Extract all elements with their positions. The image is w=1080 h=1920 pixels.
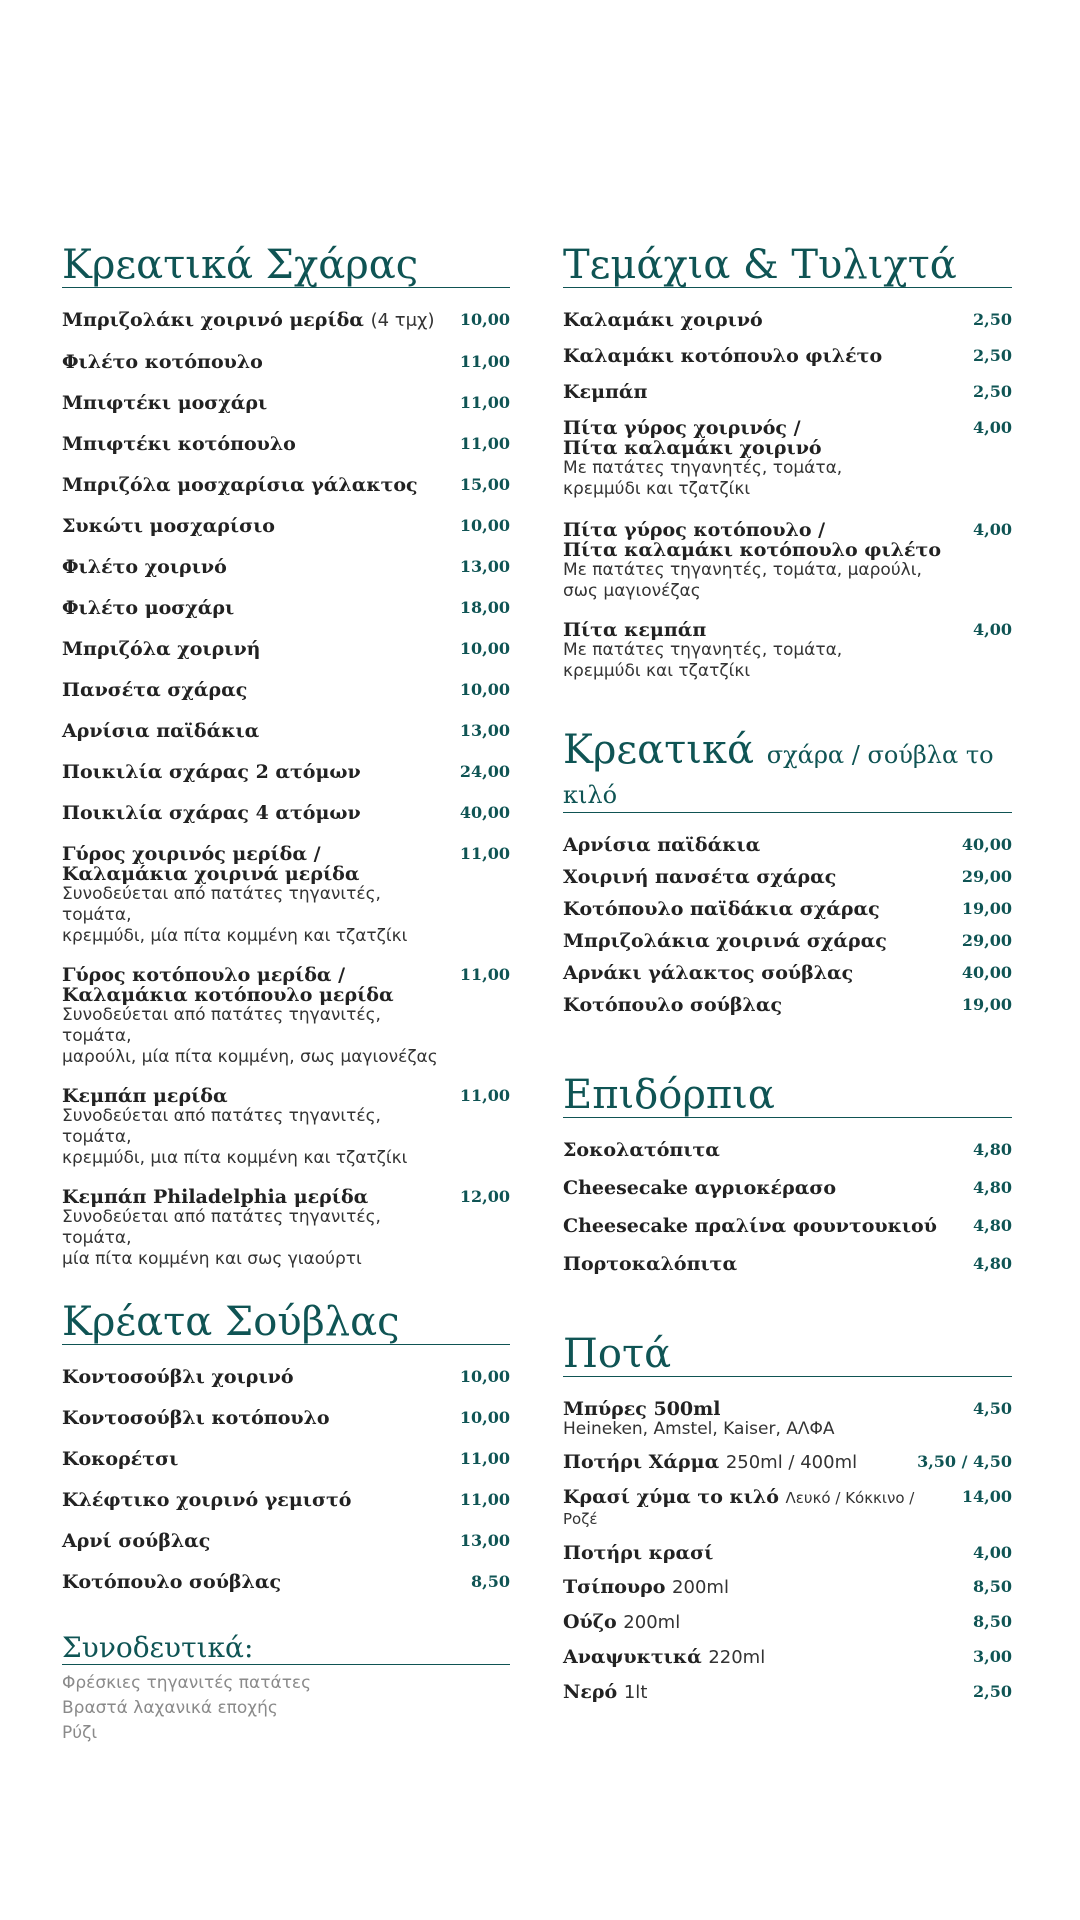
item-price: 2,50	[973, 346, 1012, 365]
item-price: 15,00	[459, 475, 510, 494]
item-price: 10,00	[459, 1367, 510, 1386]
item-name: Πίτα γύρος χοιρινός /	[563, 417, 801, 439]
item-description-line2: κρεμμύδι, μία πίτα κομμένη και τζατζίκι	[62, 926, 408, 946]
menu-item	[563, 1487, 1012, 1529]
list-item: Φρέσκιες τηγανιτές πατάτες	[62, 1673, 312, 1693]
item-name: Νερό	[563, 1681, 618, 1703]
item-note: Λευκό / Κόκκινο / Ροζέ	[563, 1489, 915, 1528]
menu-item	[62, 1449, 510, 1469]
section-title: Ποτά	[563, 1331, 672, 1377]
menu-item	[563, 1178, 1012, 1198]
item-name: Cheesecake αγριοκέρασο	[563, 1177, 837, 1199]
item-price: 10,00	[459, 639, 510, 658]
item-list	[62, 1367, 510, 1592]
menu-item	[62, 1408, 510, 1428]
menu-item	[62, 1572, 510, 1592]
item-name: Γύρος χοιρινός μερίδα /	[62, 843, 321, 865]
item-price: 4,00	[973, 620, 1012, 639]
item-name: Κεμπάπ	[563, 381, 648, 403]
section-souvla	[62, 1299, 510, 1593]
menu-item	[563, 995, 1012, 1015]
item-name: Κεμπάπ μερίδα	[62, 1085, 228, 1107]
item-price: 4,00	[973, 1543, 1012, 1562]
item-name: Κοτόπουλο σούβλας	[563, 994, 783, 1016]
menu-item	[563, 963, 1012, 983]
item-price: 4,00	[973, 520, 1012, 539]
item-name: Κοντοσούβλι κοτόπουλο	[62, 1407, 330, 1429]
right-column	[563, 242, 1012, 1703]
item-price: 11,00	[459, 1086, 510, 1105]
item-name: Αρνάκι γάλακτος σούβλας	[563, 962, 854, 984]
menu-item	[563, 1682, 1012, 1703]
item-name-line2: Καλαμάκια κοτόπουλο μερίδα	[62, 984, 394, 1006]
item-price: 13,00	[459, 721, 510, 740]
item-name: Καλαμάκι χοιρινό	[563, 309, 763, 331]
item-price: 11,00	[459, 1449, 510, 1468]
menu-item	[563, 382, 1012, 402]
item-name-line2: Πίτα καλαμάκι κοτόπουλο φιλέτο	[563, 539, 941, 561]
item-price: 13,00	[459, 557, 510, 576]
item-note: (4 τμχ)	[370, 310, 435, 331]
item-price: 3,00	[973, 1647, 1012, 1666]
item-description-line2: κρεμμύδι και τζατζίκι	[563, 479, 751, 499]
section-title: Κρέατα Σούβλας	[62, 1299, 400, 1345]
item-price: 2,50	[973, 382, 1012, 401]
item-name: Ποτήρι Χάρμα	[563, 1451, 720, 1473]
item-name: Πίτα κεμπάπ	[563, 619, 707, 641]
item-price: 40,00	[961, 835, 1012, 854]
item-name: Γύρος κοτόπουλο μερίδα /	[62, 964, 346, 986]
item-name: Αρνί σούβλας	[62, 1530, 211, 1552]
section-kilo	[563, 727, 1012, 1016]
item-description: Με πατάτες τηγανητές, τομάτα, μαρούλι,	[563, 560, 922, 580]
item-name: Καλαμάκι κοτόπουλο φιλέτο	[563, 345, 883, 367]
item-name-line2: Καλαμάκια χοιρινά μερίδα	[62, 863, 360, 885]
menu-item	[62, 557, 510, 577]
item-price: 4,80	[973, 1216, 1012, 1235]
section-grill	[62, 242, 510, 1270]
item-price: 10,00	[459, 310, 510, 329]
item-price: 4,50	[973, 1399, 1012, 1418]
item-price: 19,00	[961, 995, 1012, 1014]
section-pieces	[563, 242, 1012, 682]
item-name: Κεμπάπ Philadelphia μερίδα	[62, 1186, 369, 1208]
item-name: Μπριζολάκι χοιρινό μερίδα	[62, 309, 364, 331]
item-description-line2: μία πίτα κομμένη και σως γιαούρτι	[62, 1249, 362, 1269]
item-list	[563, 835, 1012, 1015]
item-name: Χοιρινή πανσέτα σχάρας	[563, 866, 837, 888]
item-price: 29,00	[961, 867, 1012, 886]
menu-item	[62, 1531, 510, 1551]
menu-item	[62, 434, 510, 454]
menu-item	[563, 418, 1012, 500]
item-name: Ποικιλία σχάρας 4 ατόμων	[62, 802, 361, 824]
item-price: 4,80	[973, 1178, 1012, 1197]
section-sides	[62, 1631, 510, 1746]
section-subtitle: σχάρα / σούβλα το κιλό	[563, 741, 994, 809]
item-name: Cheesecake πραλίνα φουντουκιού	[563, 1215, 937, 1237]
item-name: Κοντοσούβλι χοιρινό	[62, 1366, 294, 1388]
item-name: Μπιφτέκι κοτόπουλο	[62, 433, 296, 455]
menu-item	[62, 844, 510, 947]
item-note: 1lt	[623, 1682, 648, 1703]
section-title: Επιδόρπια	[563, 1072, 775, 1118]
menu-item	[62, 1490, 510, 1510]
section-desserts	[563, 1072, 1012, 1275]
menu-item	[563, 1577, 1012, 1598]
menu-item	[563, 620, 1012, 682]
item-name: Πανσέτα σχάρας	[62, 679, 248, 701]
menu-item	[62, 310, 510, 331]
side-list	[62, 1671, 510, 1746]
item-note: 250ml / 400ml	[725, 1452, 858, 1473]
item-description-line2: μαρούλι, μία πίτα κομμένη, σως μαγιονέζας	[62, 1047, 438, 1067]
menu-item	[563, 1543, 1012, 1563]
menu-item	[62, 352, 510, 372]
menu-item	[563, 1452, 1012, 1473]
menu-item	[62, 965, 510, 1068]
item-name-line2: Πίτα καλαμάκι χοιρινό	[563, 437, 822, 459]
item-name: Μπύρες 500ml	[563, 1398, 721, 1420]
item-price: 40,00	[459, 803, 510, 822]
item-description: Με πατάτες τηγανητές, τομάτα,	[563, 640, 843, 660]
menu-item	[563, 1647, 1012, 1668]
menu-item	[62, 803, 510, 823]
item-price: 4,80	[973, 1254, 1012, 1273]
item-note: 200ml	[623, 1612, 681, 1633]
item-list	[563, 1140, 1012, 1274]
item-name: Κοτόπουλο παϊδάκια σχάρας	[563, 898, 880, 920]
item-price: 13,00	[459, 1531, 510, 1550]
menu-item	[62, 1086, 510, 1169]
item-note: 200ml	[672, 1577, 729, 1598]
item-price: 2,50	[973, 310, 1012, 329]
item-name: Τσίπουρο	[563, 1576, 666, 1598]
item-price: 4,00	[973, 418, 1012, 437]
item-description: Συνοδεύεται από πατάτες τηγανιτές, τομάτα,	[62, 1005, 381, 1046]
divider	[62, 1664, 510, 1665]
item-description: Με πατάτες τηγανητές, τομάτα,	[563, 458, 843, 478]
item-name: Σοκολατόπιτα	[563, 1139, 720, 1161]
item-name: Μπριζόλα χοιρινή	[62, 638, 261, 660]
menu-item	[563, 520, 1012, 602]
menu-item	[563, 899, 1012, 919]
item-price: 19,00	[961, 899, 1012, 918]
item-description-line2: κρεμμύδι, μια πίτα κομμένη και τζατζίκι	[62, 1148, 408, 1168]
item-name: Αρνίσια παϊδάκια	[563, 834, 761, 856]
item-price: 24,00	[459, 762, 510, 781]
list-item: Ρύζι	[62, 1723, 98, 1743]
item-description: Συνοδεύεται από πατάτες τηγανιτές, τομάτα,	[62, 1106, 381, 1147]
item-price: 4,80	[973, 1140, 1012, 1159]
divider	[563, 812, 1012, 813]
item-description-line2: κρεμμύδι και τζατζίκι	[563, 661, 751, 681]
section-title: Κρεατικά Σχάρας	[62, 242, 419, 288]
item-price: 11,00	[459, 1490, 510, 1509]
item-price: 11,00	[459, 844, 510, 863]
left-column	[62, 242, 510, 1746]
item-note: 220ml	[708, 1647, 766, 1668]
menu-item	[62, 762, 510, 782]
item-price: 29,00	[961, 931, 1012, 950]
item-list	[62, 310, 510, 1270]
item-price: 8,50	[973, 1612, 1012, 1631]
item-name: Αναψυκτικά	[563, 1646, 702, 1668]
section-title	[563, 727, 1012, 810]
item-name: Αρνίσια παϊδάκια	[62, 720, 260, 742]
menu-item	[563, 835, 1012, 855]
item-name: Μπριζόλα μοσχαρίσια γάλακτος	[62, 474, 418, 496]
menu-item	[563, 1216, 1012, 1236]
menu-item	[563, 1254, 1012, 1274]
item-price: 2,50	[973, 1682, 1012, 1701]
menu-item	[563, 310, 1012, 330]
item-name: Φιλέτο χοιρινό	[62, 556, 227, 578]
item-name: Κοκορέτσι	[62, 1448, 179, 1470]
item-price: 8,50	[973, 1577, 1012, 1596]
menu-item	[62, 393, 510, 413]
section-title: Τεμάχια & Τυλιχτά	[563, 242, 957, 288]
item-description-line2: σως μαγιονέζας	[563, 581, 701, 601]
menu-item	[62, 721, 510, 741]
section-drinks	[563, 1331, 1012, 1703]
menu-item	[563, 867, 1012, 887]
item-price: 40,00	[961, 963, 1012, 982]
item-description: Συνοδεύεται από πατάτες τηγανιτές, τομάτα,	[62, 884, 381, 925]
item-name: Μπιφτέκι μοσχάρι	[62, 392, 268, 414]
section-title: Συνοδευτικά:	[62, 1631, 254, 1664]
item-price: 10,00	[459, 516, 510, 535]
menu-item	[563, 931, 1012, 951]
item-description: Heineken, Amstel, Kaiser, ΑΛΦΑ	[563, 1419, 835, 1439]
item-name: Συκώτι μοσχαρίσιο	[62, 515, 275, 537]
item-price: 12,00	[459, 1187, 510, 1206]
item-name: Κρασί χύμα το κιλό	[563, 1486, 779, 1508]
item-name: Μπριζολάκια χοιρινά σχάρας	[563, 930, 887, 952]
item-description: Συνοδεύεται από πατάτες τηγανιτές, τομάτα,	[62, 1207, 381, 1248]
item-name: Φιλέτο μοσχάρι	[62, 597, 235, 619]
menu-item	[563, 1140, 1012, 1160]
menu-item	[563, 1612, 1012, 1633]
menu-item	[563, 1399, 1012, 1440]
item-name: Πίτα γύρος κοτόπουλο /	[563, 519, 826, 541]
item-list	[563, 310, 1012, 682]
item-name: Ούζο	[563, 1611, 617, 1633]
item-price: 11,00	[459, 965, 510, 984]
item-price: 8,50	[471, 1572, 510, 1591]
item-price: 18,00	[459, 598, 510, 617]
item-name: Ποτήρι κρασί	[563, 1542, 714, 1564]
item-price: 14,00	[961, 1487, 1012, 1506]
item-name: Πορτοκαλόπιτα	[563, 1253, 738, 1275]
menu-item	[563, 346, 1012, 366]
item-name: Ποικιλία σχάρας 2 ατόμων	[62, 761, 361, 783]
item-list	[563, 1399, 1012, 1703]
item-price: 10,00	[459, 680, 510, 699]
item-price: 11,00	[459, 393, 510, 412]
menu-item	[62, 475, 510, 495]
menu-item	[62, 598, 510, 618]
menu-item	[62, 1187, 510, 1270]
item-name: Κοτόπουλο σούβλας	[62, 1571, 282, 1593]
item-price: 10,00	[459, 1408, 510, 1427]
section-title-main: Κρεατικά	[563, 727, 754, 773]
item-price: 11,00	[459, 434, 510, 453]
menu-item	[62, 1367, 510, 1387]
item-price: 11,00	[459, 352, 510, 371]
item-price: 3,50 / 4,50	[917, 1452, 1012, 1471]
item-name: Κλέφτικο χοιρινό γεμιστό	[62, 1489, 352, 1511]
menu-item	[62, 639, 510, 659]
menu-item	[62, 516, 510, 536]
item-name: Φιλέτο κοτόπουλο	[62, 351, 263, 373]
menu-item	[62, 680, 510, 700]
list-item: Βραστά λαχανικά εποχής	[62, 1698, 278, 1718]
